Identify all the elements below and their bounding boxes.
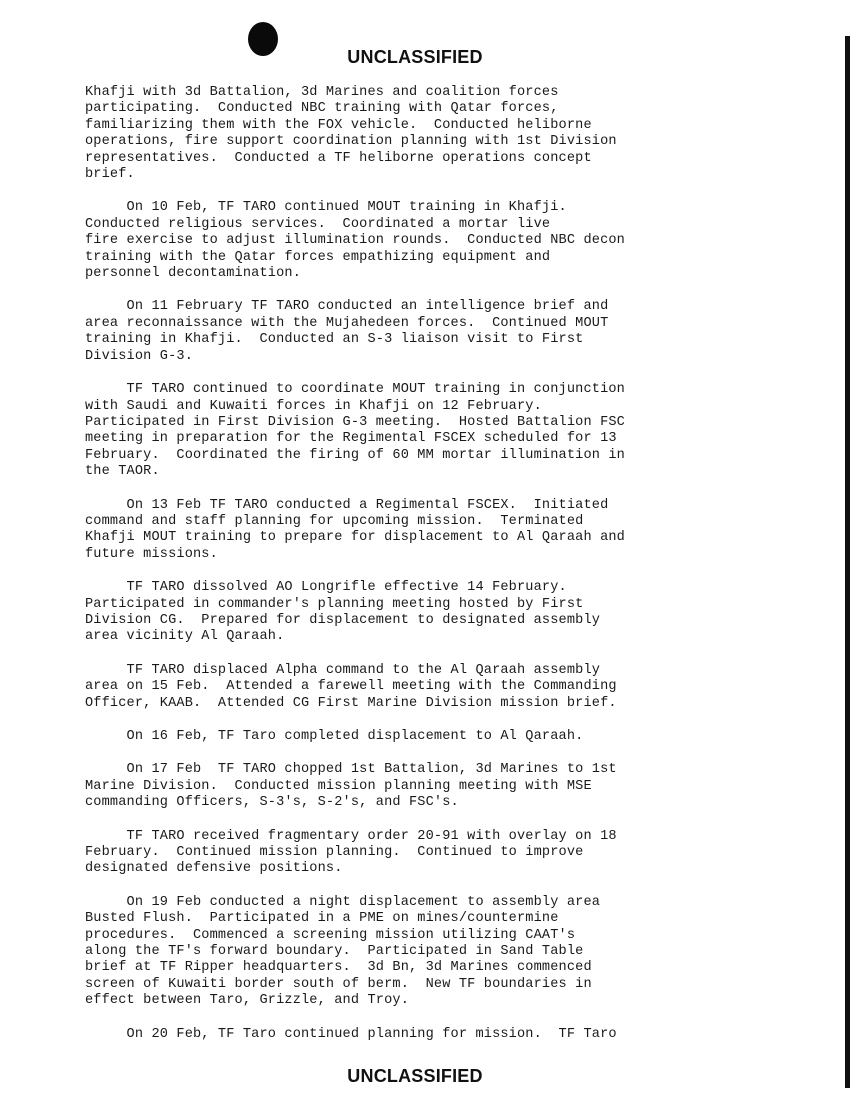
paragraph: TF TARO continued to coordinate MOUT training in conjunction with Saudi and Kuwaiti forces in Khafji on 12 February. Participated in First Division G-3 meeting. Hosted Battalion FSC meeting in preparation for the Regimental FSCEX scheduled for 13 February. Coordinated the firing of 60 MM mortar illumination in the TAOR.	[85, 382, 625, 480]
paragraph: TF TARO dissolved AO Longrifle effective 14 February. Participated in commander's planning meeting hosted by First Division CG. Prepared for displacement to designated assembly area vicinity Al Qaraah.	[85, 580, 601, 645]
paragraph: On 19 Feb conducted a night displacement to assembly area Busted Flush. Participated in a PME on mines/countermine procedures. Commenced a screening mission utilizing CAAT's along the TF's forward boundary. Participated in Sand Table brief at TF Ripper headquarters. 3d Bn, 3d Marines commenced screen of Kuwaiti border south of berm. New TF boundaries in effect between Taro, Grizzle, and Troy.	[85, 894, 601, 1009]
paragraph: On 10 Feb, TF TARO continued MOUT training in Khafji. Conducted religious services. Coordinated a mortar live fire exercise to adjust illumination rounds. Conducted NBC decon training with the Qatar forces empathizing equipment and personnel decontamination.	[85, 200, 625, 282]
paragraph: On 16 Feb, TF Taro completed displacement to Al Qaraah.	[85, 729, 584, 744]
paragraph: TF TARO displaced Alpha command to the Al Qaraah assembly area on 15 Feb. Attended a farewell meeting with the Commanding Officer, KAAB. Attended CG First Marine Division mission brief.	[85, 662, 617, 711]
paragraph: On 20 Feb, TF Taro continued planning for mission. TF Taro	[85, 1026, 617, 1042]
classification-footer: UNCLASSIFIED	[347, 1066, 483, 1086]
scan-edge-bar	[845, 36, 850, 1088]
paragraph: On 11 February TF TARO conducted an intelligence brief and area reconnaissance with the Mujahedeen forces. Continued MOUT training in Khafji. Conducted an S-3 liaison visit to First Division G-3.	[85, 299, 609, 364]
document-body	[85, 85, 825, 1060]
paragraph: TF TARO received fragmentary order 20-91 with overlay on 18 February. Continued mission planning. Continued to improve designated defensive positions.	[85, 828, 617, 877]
classification-header: UNCLASSIFIED	[347, 47, 483, 67]
paragraph: On 13 Feb TF TARO conducted a Regimental FSCEX. Initiated command and staff planning for upcoming mission. Terminated Khafji MOUT training to prepare for displacement to Al Qaraah and future missions.	[85, 497, 625, 562]
paragraph: On 17 Feb TF TARO chopped 1st Battalion, 3d Marines to 1st Marine Division. Conducted mission planning meeting with MSE commanding Officers, S-3's, S-2's, and FSC's.	[85, 762, 617, 811]
paragraph: Khafji with 3d Battalion, 3d Marines and coalition forces participating. Conducted NBC training with Qatar forces, familiarizing them with the FOX vehicle. Conducted heliborne operations, fire support coordination planning with 1st Division representatives. Conducted a TF heliborne operations concept brief.	[85, 85, 617, 183]
